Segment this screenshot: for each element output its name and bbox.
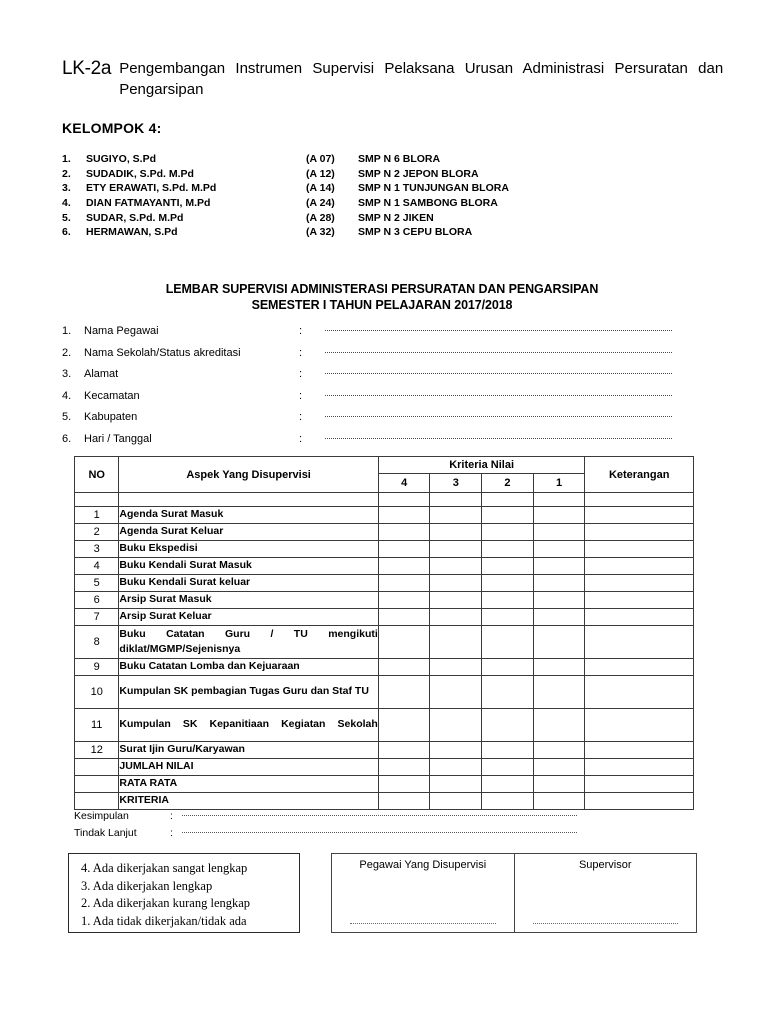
- field-colon: :: [299, 368, 303, 380]
- score-cell-2[interactable]: [482, 507, 534, 524]
- legend-item-1: 1. Ada tidak dikerjakan/tidak ada: [81, 913, 247, 928]
- keterangan-cell[interactable]: [585, 592, 694, 609]
- score-cell-3[interactable]: [430, 742, 482, 759]
- table-row: [75, 742, 694, 759]
- kesimpulan-colon: :: [170, 810, 173, 822]
- score-cell-4[interactable]: [378, 541, 430, 558]
- row-number: 5: [75, 575, 119, 592]
- document-header: [62, 58, 734, 100]
- score-cell-3[interactable]: [430, 626, 482, 659]
- score-cell-2[interactable]: [482, 575, 534, 592]
- field-colon: :: [299, 389, 303, 402]
- form-field-row: [62, 347, 672, 369]
- score-cell-4[interactable]: [378, 659, 430, 676]
- score-cell-2[interactable]: [482, 541, 534, 558]
- form-field-row: [62, 325, 672, 347]
- member-school: SMP N 2 JIKEN: [358, 211, 434, 224]
- member-school: SMP N 2 JEPON BLORA: [358, 167, 479, 180]
- list-item: [62, 211, 662, 226]
- list-item: [62, 196, 662, 211]
- table-row-summary: [75, 793, 694, 810]
- field-label: Nama Pegawai: [84, 325, 159, 337]
- keterangan-cell[interactable]: [585, 676, 694, 709]
- signature-cell-supervisor: [515, 854, 697, 932]
- list-item: [62, 225, 662, 240]
- row-aspect: Arsip Surat Keluar: [119, 609, 378, 626]
- table-row: [75, 507, 694, 524]
- tindak-lanjut-input[interactable]: [182, 832, 577, 833]
- keterangan-cell[interactable]: [585, 541, 694, 558]
- row-aspect: Buku Ekspedisi: [119, 541, 378, 558]
- form-title-line-2: SEMESTER I TAHUN PELAJARAN 2017/2018: [251, 298, 513, 312]
- score-cell-4[interactable]: [378, 575, 430, 592]
- field-label: Hari / Tanggal: [84, 432, 152, 445]
- row-aspect: Surat Ijin Guru/Karyawan: [119, 742, 378, 759]
- score-cell-1[interactable]: [533, 575, 585, 592]
- table-body: [75, 493, 694, 810]
- kesimpulan-row: [74, 810, 634, 827]
- legend-item-4: 4. Ada dikerjakan sangat lengkap: [81, 861, 248, 875]
- table-row: [75, 541, 694, 558]
- summary-label: KRITERIA: [119, 793, 378, 810]
- member-number: 1.: [62, 153, 71, 165]
- member-name: SUDAR, S.Pd. M.Pd: [86, 211, 184, 224]
- table-row: [75, 592, 694, 609]
- row-number: 7: [75, 609, 119, 626]
- score-cell-2[interactable]: [482, 609, 534, 626]
- row-aspect: Kumpulan SK Kepanitiaan Kegiatan Sekolah: [119, 709, 378, 742]
- keterangan-cell[interactable]: [585, 575, 694, 592]
- score-cell-2[interactable]: [482, 659, 534, 676]
- score-cell-4[interactable]: [378, 592, 430, 609]
- row-number: 8: [75, 626, 119, 659]
- nama-sekolah-input[interactable]: [325, 352, 672, 353]
- keterangan-cell[interactable]: [585, 793, 694, 810]
- keterangan-cell[interactable]: [585, 524, 694, 541]
- page-title: Pengembangan Instrumen Supervisi Pelaksana Urusan Administrasi Persuratan dan Pengarsipan: [119, 60, 724, 98]
- lesson-code-label: LK-2a: [62, 58, 112, 79]
- keterangan-cell[interactable]: [585, 507, 694, 524]
- legend-item-2: 2. Ada dikerjakan kurang lengkap: [81, 896, 251, 910]
- row-aspect: Buku Catatan Guru / TU mengikuti diklat/MGMP/Sejenisnya: [119, 626, 378, 659]
- field-number: 1.: [62, 325, 72, 337]
- table-row: [75, 626, 694, 659]
- row-aspect: Buku Kendali Surat Masuk: [119, 558, 378, 575]
- keterangan-cell[interactable]: [585, 626, 694, 659]
- field-label: Alamat: [84, 368, 119, 380]
- score-cell-1[interactable]: [533, 793, 585, 810]
- table-spacer-row: [75, 493, 694, 507]
- kecamatan-input[interactable]: [325, 395, 672, 396]
- member-name: DIAN FATMAYANTI, M.Pd: [86, 197, 211, 210]
- member-school: SMP N 1 TUNJUNGAN BLORA: [358, 182, 509, 195]
- form-field-row: [62, 411, 672, 433]
- score-cell-1[interactable]: [533, 742, 585, 759]
- table-header-row-1: [75, 457, 694, 474]
- member-number: 2.: [62, 167, 71, 180]
- row-number: 10: [75, 676, 119, 709]
- hari-tanggal-input[interactable]: [325, 438, 672, 439]
- kesimpulan-input[interactable]: [182, 815, 577, 816]
- row-number: [75, 759, 119, 776]
- table-row-summary: [75, 776, 694, 793]
- summary-label: JUMLAH NILAI: [119, 759, 378, 776]
- keterangan-cell[interactable]: [585, 759, 694, 776]
- field-number: 2.: [62, 346, 72, 359]
- score-cell-4[interactable]: [378, 759, 430, 776]
- field-number: 6.: [62, 432, 72, 445]
- spacer-cell-no: [75, 493, 119, 507]
- tindak-lanjut-label: Tindak Lanjut: [74, 827, 137, 839]
- score-cell-2[interactable]: [482, 759, 534, 776]
- alamat-input[interactable]: [325, 373, 672, 374]
- score-cell-1[interactable]: [533, 558, 585, 575]
- conclusion-section: [74, 810, 634, 844]
- score-cell-3[interactable]: [430, 592, 482, 609]
- table-header: [75, 457, 694, 493]
- spacer-cell-s4: [378, 493, 430, 507]
- form-field-row: [62, 390, 672, 412]
- member-name: SUGIYO, S.Pd: [86, 153, 157, 165]
- score-cell-3[interactable]: [430, 575, 482, 592]
- column-header-score-1: 1: [533, 474, 585, 493]
- score-cell-2[interactable]: [482, 676, 534, 709]
- field-label: Kabupaten: [84, 411, 138, 423]
- score-cell-3[interactable]: [430, 776, 482, 793]
- column-header-keterangan: Keterangan: [585, 457, 694, 493]
- member-number: 5.: [62, 211, 71, 224]
- field-colon: :: [299, 325, 303, 337]
- score-cell-2[interactable]: [482, 742, 534, 759]
- member-school: SMP N 3 CEPU BLORA: [358, 226, 473, 239]
- score-cell-2[interactable]: [482, 709, 534, 742]
- row-number: 6: [75, 592, 119, 609]
- column-header-score-4: 4: [378, 474, 430, 493]
- member-code: (A 24): [306, 197, 335, 210]
- score-cell-2[interactable]: [482, 776, 534, 793]
- score-cell-1[interactable]: [533, 541, 585, 558]
- row-number: 11: [75, 709, 119, 742]
- table-row: [75, 609, 694, 626]
- member-school: SMP N 1 SAMBONG BLORA: [358, 197, 498, 210]
- score-cell-4[interactable]: [378, 507, 430, 524]
- score-cell-1[interactable]: [533, 609, 585, 626]
- score-cell-4[interactable]: [378, 558, 430, 575]
- member-code: (A 32): [306, 226, 335, 239]
- member-name: HERMAWAN, S.Pd: [86, 226, 178, 239]
- score-cell-1[interactable]: [533, 759, 585, 776]
- member-number: 6.: [62, 226, 71, 239]
- table-row: [75, 659, 694, 676]
- score-cell-3[interactable]: [430, 709, 482, 742]
- score-cell-4[interactable]: [378, 742, 430, 759]
- score-cell-1[interactable]: [533, 524, 585, 541]
- score-cell-4[interactable]: [378, 609, 430, 626]
- score-cell-3[interactable]: [430, 524, 482, 541]
- score-cell-2[interactable]: [482, 793, 534, 810]
- score-cell-4[interactable]: [378, 793, 430, 810]
- spacer-cell-s2: [482, 493, 534, 507]
- member-number: 4.: [62, 197, 71, 210]
- column-header-no: NO: [75, 457, 119, 493]
- spacer-cell-s1: [533, 493, 585, 507]
- keterangan-cell[interactable]: [585, 558, 694, 575]
- member-name: ETY ERAWATI, S.Pd. M.Pd: [86, 182, 217, 195]
- list-item: [62, 181, 662, 196]
- score-cell-3[interactable]: [430, 558, 482, 575]
- spacer-cell-s3: [430, 493, 482, 507]
- group-heading: KELOMPOK 4:: [62, 120, 162, 136]
- keterangan-cell[interactable]: [585, 659, 694, 676]
- signature-line-pegawai[interactable]: [350, 923, 496, 924]
- column-header-score-2: 2: [482, 474, 534, 493]
- supervision-table: [74, 456, 694, 810]
- row-number: 12: [75, 742, 119, 759]
- spacer-cell-aspek: [119, 493, 378, 507]
- signature-title-pegawai: Pegawai Yang Disupervisi: [359, 859, 487, 871]
- keterangan-cell[interactable]: [585, 742, 694, 759]
- legend-item-3: 3. Ada dikerjakan lengkap: [81, 878, 213, 893]
- score-cell-1[interactable]: [533, 507, 585, 524]
- member-name: SUDADIK, S.Pd. M.Pd: [86, 167, 194, 180]
- member-code: (A 28): [306, 211, 335, 224]
- summary-label: RATA RATA: [119, 776, 378, 793]
- field-colon: :: [299, 411, 303, 423]
- score-legend-box: [68, 853, 300, 933]
- form-field-row: [62, 368, 672, 390]
- table-row: [75, 709, 694, 742]
- score-cell-4[interactable]: [378, 524, 430, 541]
- score-cell-3[interactable]: [430, 676, 482, 709]
- tindak-lanjut-row: [74, 827, 634, 844]
- score-cell-2[interactable]: [482, 592, 534, 609]
- score-cell-4[interactable]: [378, 709, 430, 742]
- form-title-line-1: LEMBAR SUPERVISI ADMINISTERASI PERSURATAN DAN PENGARSIPAN: [165, 282, 599, 296]
- column-header-score-3: 3: [430, 474, 482, 493]
- row-number: 3: [75, 541, 119, 558]
- keterangan-cell[interactable]: [585, 776, 694, 793]
- keterangan-cell[interactable]: [585, 709, 694, 742]
- score-cell-1[interactable]: [533, 592, 585, 609]
- spacer-cell-ket: [585, 493, 694, 507]
- score-cell-1[interactable]: [533, 626, 585, 659]
- member-code: (A 14): [306, 182, 335, 195]
- row-aspect: Arsip Surat Masuk: [119, 592, 378, 609]
- score-cell-1[interactable]: [533, 776, 585, 793]
- column-header-aspek: Aspek Yang Disupervisi: [119, 457, 378, 493]
- field-colon: :: [299, 432, 303, 445]
- column-header-kriteria-nilai: Kriteria Nilai: [378, 457, 585, 474]
- row-aspect: Buku Kendali Surat keluar: [119, 575, 378, 592]
- list-item: [62, 167, 662, 182]
- score-cell-1[interactable]: [533, 659, 585, 676]
- score-cell-4[interactable]: [378, 776, 430, 793]
- list-item: [62, 152, 662, 167]
- row-number: 4: [75, 558, 119, 575]
- kesimpulan-label: Kesimpulan: [74, 810, 129, 822]
- member-school: SMP N 6 BLORA: [358, 153, 441, 165]
- member-code: (A 07): [306, 153, 335, 165]
- field-label: Kecamatan: [84, 389, 140, 402]
- row-aspect: Agenda Surat Keluar: [119, 524, 378, 541]
- signature-cell-pegawai: [332, 854, 515, 932]
- score-cell-3[interactable]: [430, 759, 482, 776]
- table-row: [75, 558, 694, 575]
- field-colon: :: [299, 346, 303, 359]
- score-cell-4[interactable]: [378, 676, 430, 709]
- score-cell-2[interactable]: [482, 524, 534, 541]
- signature-box: [331, 853, 697, 933]
- table-row: [75, 524, 694, 541]
- row-number: [75, 793, 119, 810]
- member-number: 3.: [62, 182, 71, 195]
- row-number: 1: [75, 507, 119, 524]
- score-cell-3[interactable]: [430, 541, 482, 558]
- row-number: 2: [75, 524, 119, 541]
- field-number: 4.: [62, 389, 72, 402]
- row-number: 9: [75, 659, 119, 676]
- table-row: [75, 676, 694, 709]
- field-number: 5.: [62, 411, 72, 423]
- score-cell-1[interactable]: [533, 676, 585, 709]
- group-member-list: [62, 152, 662, 240]
- field-label: Nama Sekolah/Status akreditasi: [84, 346, 241, 359]
- score-cell-1[interactable]: [533, 709, 585, 742]
- identity-fields: [62, 325, 672, 454]
- score-cell-3[interactable]: [430, 793, 482, 810]
- score-cell-3[interactable]: [430, 507, 482, 524]
- form-field-row: [62, 433, 672, 455]
- form-title: [62, 281, 702, 313]
- score-cell-4[interactable]: [378, 626, 430, 659]
- tindak-lanjut-colon: :: [170, 827, 173, 839]
- score-cell-3[interactable]: [430, 609, 482, 626]
- score-cell-2[interactable]: [482, 626, 534, 659]
- signature-line-supervisor[interactable]: [533, 923, 679, 924]
- table-row-summary: [75, 759, 694, 776]
- table-row: [75, 575, 694, 592]
- field-number: 3.: [62, 368, 72, 380]
- kabupaten-input[interactable]: [325, 416, 672, 417]
- score-cell-3[interactable]: [430, 659, 482, 676]
- signature-title-supervisor: Supervisor: [578, 859, 632, 871]
- row-aspect: Agenda Surat Masuk: [119, 507, 378, 524]
- keterangan-cell[interactable]: [585, 609, 694, 626]
- row-number: [75, 776, 119, 793]
- row-aspect: Buku Catatan Lomba dan Kejuaraan: [119, 659, 378, 676]
- member-code: (A 12): [306, 167, 335, 180]
- row-aspect: Kumpulan SK pembagian Tugas Guru dan Staf TU: [119, 676, 378, 709]
- nama-pegawai-input[interactable]: [325, 330, 672, 331]
- score-cell-2[interactable]: [482, 558, 534, 575]
